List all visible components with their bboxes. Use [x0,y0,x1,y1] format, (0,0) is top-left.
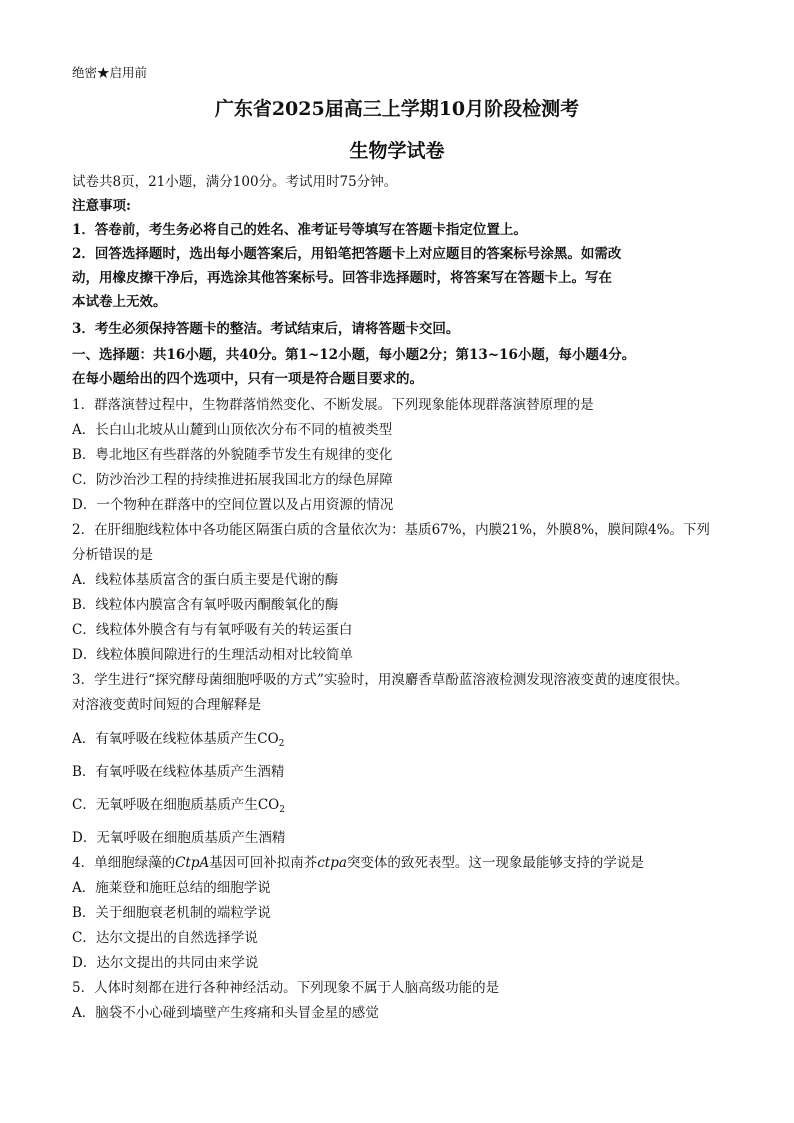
question-2-option-a: A．线粒体基质富含的蛋白质主要是代谢的酶 [72,572,339,588]
exam-title: 广东省2025届高三上学期10月阶段检测考 [214,98,580,120]
note-item: 2．回答选择题时，选出每小题答案后，用铅笔把答题卡上对应题目的答案标号涂黑。如需改 [72,246,622,262]
note-item: 1．答卷前，考生务必将自己的姓名、准考证号等填写在答题卡指定位置上。 [72,222,527,238]
question-2-option-b: B．线粒体内膜富含有氧呼吸丙酮酸氧化的酶 [72,597,339,613]
question-2-stem: 分析错误的是 [72,547,153,563]
question-5-stem: 5．人体时刻都在进行各种神经活动。下列现象不属于人脑高级功能的是 [72,980,500,996]
question-1-stem: 1．群落演替过程中，生物群落悄然变化、不断发展。下列现象能体现群落演替原理的是 [72,397,594,413]
question-4-option-d: D．达尔文提出的共同由来学说 [72,955,259,971]
note-item: 本试卷上无效。 [72,294,167,310]
question-2-stem: 2．在肝细胞线粒体中各功能区隔蛋白质的含量依次为：基质67%，内膜21%，外膜8%，膜间隙4%。下列 [72,522,710,538]
question-1-option-a: A．长白山北坡从山麓到山顶依次分布不同的植被类型 [72,422,393,438]
question-1-option-b: B．粤北地区有些群落的外貌随季节发生有规律的变化 [72,447,393,463]
question-3-stem: 3．学生进行“探究酵母菌细胞呼吸的方式”实验时，用溴麝香草酚蓝溶液检测发现溶液变黄的速度很快。 [72,672,689,688]
question-3-option-d: D．无氧呼吸在细胞质基质产生酒精 [72,830,286,846]
question-4-option-b: B．关于细胞衰老机制的端粒学说 [72,905,271,921]
question-3-option-a: A．有氧呼吸在线粒体基质产生$CO_2$ [72,731,285,749]
note-item: 3．考生必须保持答题卡的整洁。考试结束后，请将答题卡交回。 [72,321,460,337]
question-1-option-d: D．一个物种在群落中的空间位置以及占用资源的情况 [72,497,394,513]
question-4-option-c: C．达尔文提出的自然选择学说 [72,930,258,946]
confidential-label: 绝密★启用前 [72,65,148,80]
question-3-stem: 对溶液变黄时间短的合理解释是 [72,697,261,713]
question-3-option-c: C．无氧呼吸在细胞质基质产生$CO_2$ [72,797,285,815]
section-instruction: 在每小题给出的四个选项中，只有一项是符合题目要求的。 [72,371,423,387]
section-instruction: 一、选择题：共16小题，共40分。第1~12小题，每小题2分；第13~16小题，每小题4分。 [72,347,636,363]
notes-heading: 注意事项: [72,198,131,214]
question-1-option-c: C．防沙治沙工程的持续推进拓展我国北方的绿色屏障 [72,472,393,488]
exam-intro: 试卷共8页，21小题，满分100分。考试用时75分钟。 [72,174,398,190]
question-4-stem: 4．单细胞绿藻的CtpA基因可回补拟南芥ctpa突变体的致死表型。这一现象最能够支持的学说是 [72,855,644,871]
question-4-option-a: A．施莱登和施旺总结的细胞学说 [72,880,271,896]
question-3-option-b: B．有氧呼吸在线粒体基质产生酒精 [72,764,285,780]
question-5-option-a: A．脑袋不小心碰到墙壁产生疼痛和头冒金星的感觉 [72,1005,379,1021]
question-2-option-c: C．线粒体外膜含有与有氧呼吸有关的转运蛋白 [72,622,353,638]
question-2-option-d: D．线粒体膜间隙进行的生理活动相对比较简单 [72,647,353,663]
note-item: 动，用橡皮擦干净后，再选涂其他答案标号。回答非选择题时，将答案写在答题卡上。写在 [72,270,612,286]
exam-subtitle: 生物学试卷 [349,140,445,162]
